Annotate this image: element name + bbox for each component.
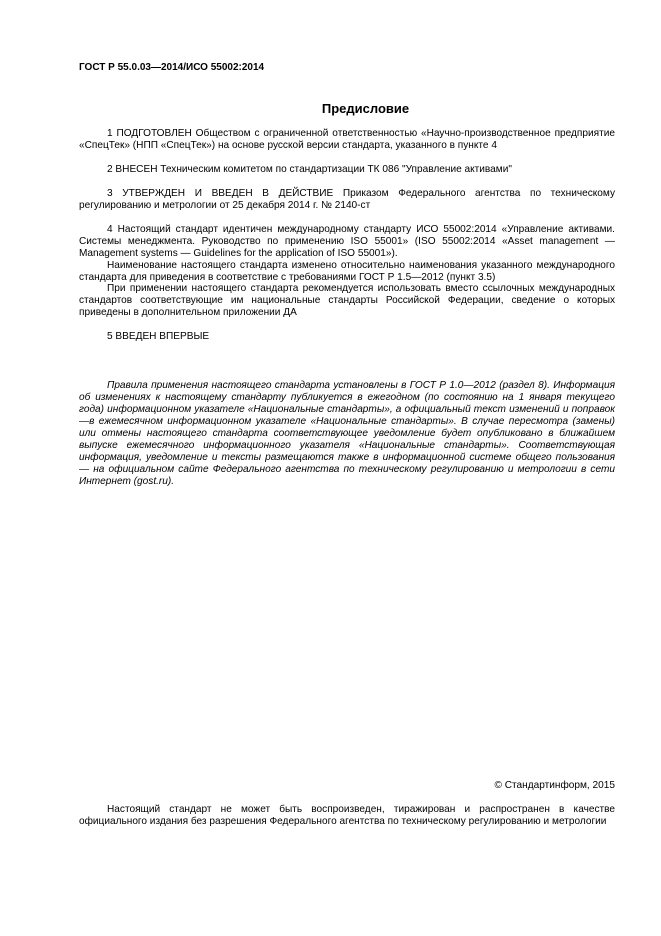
paragraph-approved: 3 УТВЕРЖДЕН И ВВЕДЕН В ДЕЙСТВИЕ Приказом Федерального агентства по техническому регулированию и метрологии от 25 декабря 2014 г. № 2140-ст <box>79 188 615 212</box>
paragraph-references: При применении настоящего стандарта рекомендуется использовать вместо ссылочных международных стандартов соответствующие им национальные стандарты Российской Федерации, сведение о которых приведены в дополнительном приложении ДА <box>79 283 615 319</box>
paragraph-submitted: 2 ВНЕСЕН Техническим комитетом по стандартизации ТК 086 "Управление активами" <box>107 164 512 176</box>
paragraph-title-changed: Наименование настоящего стандарта изменено относительно наименования указанного международного стандарта для приведения в соответствие с требованиями ГОСТ Р 1.5—2012 (пункт 3.5) <box>79 259 615 283</box>
paragraph-identical: 4 Настоящий стандарт идентичен международному стандарту ИСО 55002:2014 «Управление активами. Системы менеджмента. Руководство по применению ISO 55001» (ISO 55002:2014 «Asset management — Management systems — Guidelines for the application of ISO 55001»). <box>79 224 615 260</box>
paragraph-prepared: 1 ПОДГОТОВЛЕН Обществом с ограниченной ответственностью «Научно-производственное предприятие «СпецТек» (НПП «СпецТек») на основе русской версии стандарта, указанного в пункте 4 <box>79 128 615 151</box>
page-title: Предисловие <box>321 101 410 116</box>
document-designation: ГОСТ Р 55.0.03—2014/ИСО 55002:2014 <box>79 62 265 73</box>
reproduction-notice: Настоящий стандарт не может быть воспроизведен, тиражирован и распространен в качестве официального издания без разрешения Федерального агентства по техническому регулированию и метрологии <box>79 804 615 827</box>
foreword-body <box>79 128 615 343</box>
paragraph-first-introduced: 5 ВВЕДЕН ВПЕРВЫЕ <box>107 331 210 343</box>
application-notice: Правила применения настоящего стандарта установлены в ГОСТ Р 1.0—2012 (раздел 8). Информация об изменениях к настоящему стандарту публикуется в ежегодном (по состоянию на 1 января текущего года) информационном указателе «Национальные стандарты», а официальный текст изменений и поправок—в ежемесячном информационном указателе «Национальные стандарты». В случае пересмотра (замены) или отмены настоящего стандарта соответствующее уведомление будет опубликовано в ближайшем выпуске ежемесячного информационного указателя «Национальные стандарты». Соответствующая информация, уведомление и тексты размещаются также в информационной системе общего пользования — на официальном сайте Федерального агентства по техническому регулированию и метрологии в сети Интернет (gost.ru). <box>79 380 615 487</box>
copyright-line: © Стандартинформ, 2015 <box>494 780 615 791</box>
